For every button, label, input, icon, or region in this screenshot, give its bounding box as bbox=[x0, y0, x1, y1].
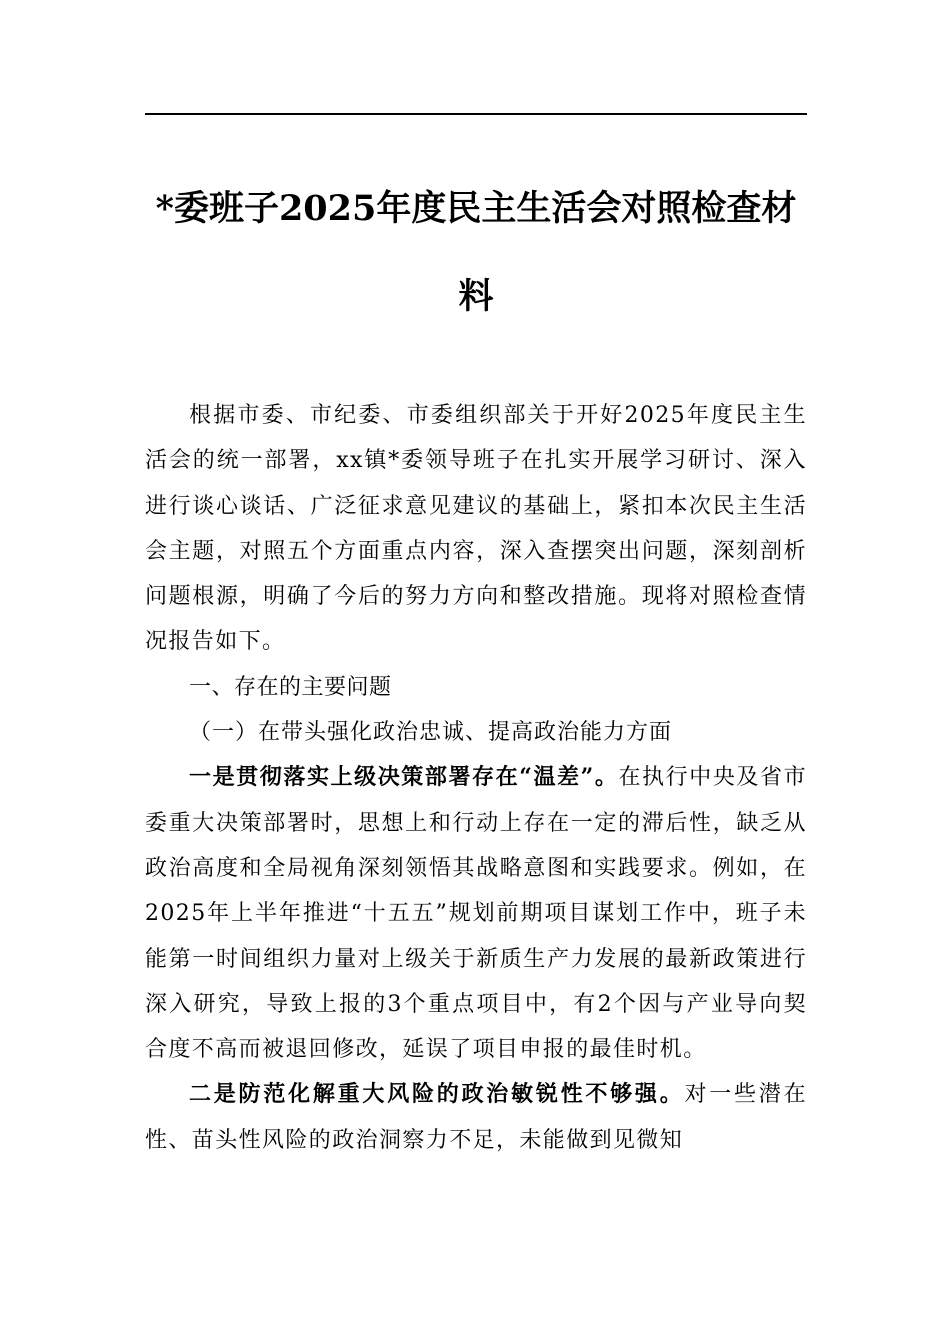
point-lead-1: 一是贯彻落实上级决策部署存在“温差”。 bbox=[189, 764, 619, 791]
subsection-heading: （一）在带头强化政治忠诚、提高政治能力方面 bbox=[189, 720, 673, 746]
document-body bbox=[145, 393, 807, 1163]
point-paragraph-1 bbox=[145, 755, 807, 1072]
point-text-2: 对一些潜在性、苗头性风险的政治洞察力不足，未能做到见微知 bbox=[145, 1082, 807, 1153]
document-title: *委班子2025年度民主生活会对照检查材料 bbox=[155, 188, 797, 317]
point-text-1: 在执行中央及省市委重大决策部署时，思想上和行动上存在一定的滞后性，缺乏从政治高度和全局视角深刻领悟其战略意图和实践要求。例如，在2025年上半年推进“十五五”规划前期项目谋划工作中，班子未能第一时间组织力量对上级关于新质生产力发展的最新政策进行深入研究，导致上报的3个重点项目中，有2个因与产业导向契合度不高而被退回修改，延误了项目申报的最佳时机。 bbox=[145, 765, 807, 1063]
point-paragraph-2 bbox=[145, 1072, 807, 1163]
header-rule bbox=[145, 113, 807, 115]
intro-paragraph: 根据市委、市纪委、市委组织部关于开好2025年度民主生活会的统一部署，xx镇*委领导班子在扎实开展学习研讨、深入进行谈心谈话、广泛征求意见建议的基础上，紧扣本次民主生活会主题，对照五个方面重点内容，深入查摆突出问题，深刻剖析问题根源，明确了今后的努力方向和整改措施。现将对照检查情况报告如下。 bbox=[145, 403, 807, 655]
point-lead-2: 二是防范化解重大风险的政治敏锐性不够强。 bbox=[189, 1081, 685, 1108]
section-heading: 一、存在的主要问题 bbox=[189, 674, 392, 700]
